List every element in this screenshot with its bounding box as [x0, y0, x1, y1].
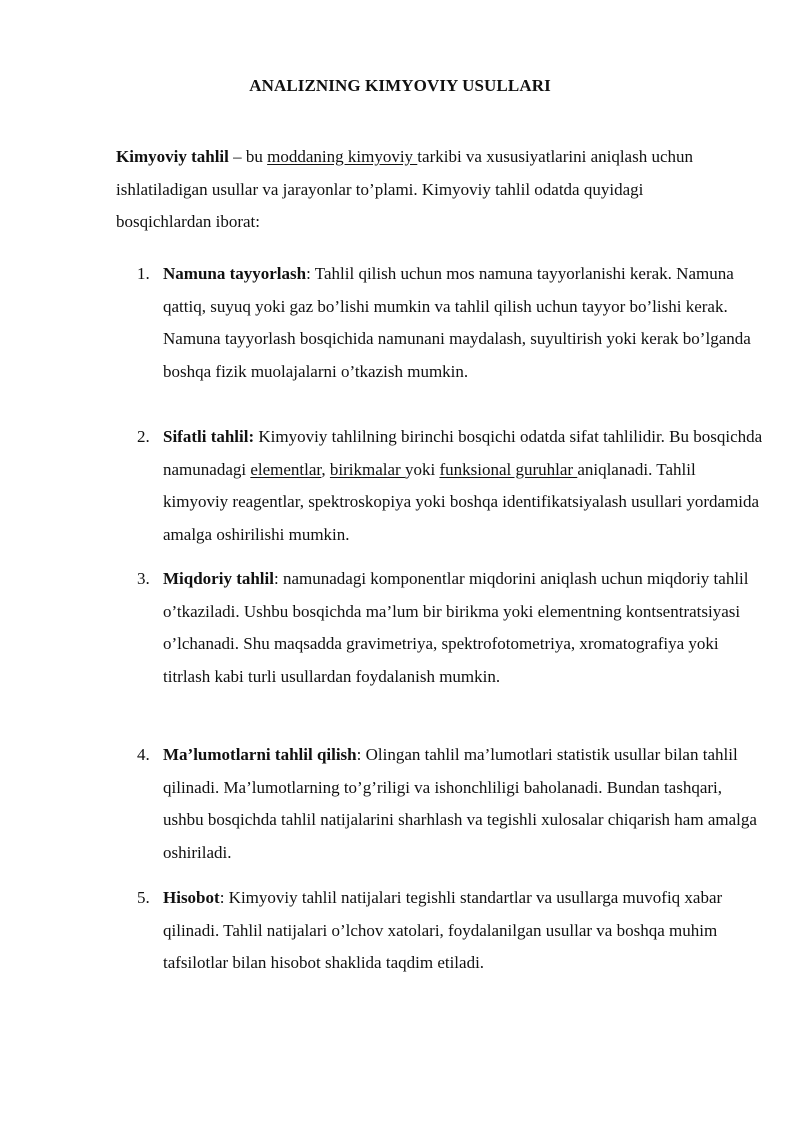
list-item-body — [163, 421, 763, 551]
link-elementlar[interactable]: elementlar — [250, 459, 322, 479]
intro-text: – bu — [228, 147, 268, 166]
list-item-heading: Miqdoriy tahlil — [163, 569, 274, 588]
list-item-heading: Ma’lumotlarni tahlil qilish — [163, 745, 357, 764]
intro-link-moddaning-kimyoviy[interactable]: moddaning kimyoviy — [267, 147, 418, 166]
intro-text: tarkibi va xususiyatlarini aniqlash uchun ishlatiladigan usullar va jarayonlar to’plami. Kimyoviy tahlil odatda quyidagi bosqichlardan iborat: — [116, 147, 694, 231]
list-item-body — [163, 563, 763, 693]
list-item-text: aniqlanadi. Tahlil kimyoviy reagentlar, spektroskopiya yoki boshqa identifikatsiyalash usullari yordamida amalga oshirilishi mumkin. — [163, 459, 760, 544]
link-birikmalar[interactable]: birikmalar — [329, 459, 405, 479]
list-item-number: 1. — [137, 264, 150, 283]
list-item-heading: Namuna tayyorlash — [163, 264, 307, 283]
intro-paragraph — [116, 141, 736, 239]
list-item-text: : Tahlil qilish uchun mos namuna tayyorlanishi kerak. Namuna qattiq, suyuq yoki gaz bo’lishi mumkin va tahlil qilish uchun tayyor bo’lishi kerak. Namuna tayyorlash bosqichida namunani maydalash, suyultirish yoki kerak bo’lganda boshqa fizik muolajalarni o’tkazish mumkin. — [163, 264, 751, 381]
list-item-number: 5. — [137, 888, 150, 907]
list-item-text: : Kimyoviy tahlil natijalari tegishli standartlar va usullarga muvofiq xabar qilinadi. Tahlil natijalari o’lchov xatolari, foydalanilgan usullar va boshqa muhim tafsilotlar bilan hisobot shaklida taqdim etiladi. — [163, 888, 723, 972]
list-item-heading: Sifatli tahlil: — [163, 427, 255, 446]
list-item-number: 3. — [137, 569, 150, 588]
list-item-body — [163, 882, 763, 980]
list-item-number: 4. — [137, 745, 150, 764]
list-item-text: Kimyoviy tahlilning birinchi bosqichi odatda sifat tahlilidir. Bu bosqichda namunadagi — [163, 427, 763, 479]
list-item-body — [163, 739, 763, 869]
link-funksional-guruhlar[interactable]: funksional guruhlar — [439, 459, 578, 479]
list-item-text: : Olingan tahlil ma’lumotlari statistik usullar bilan tahlil qilinadi. Ma’lumotlarning to’g’riligi va ishonchliligi baholanadi. Bundan tashqari, ushbu bosqichda tahlil natijalarini sharhlash va tegishli xulosalar chiqarish ham amalga oshiriladi. — [163, 745, 757, 862]
page-title: ANALIZNING KIMYOVIY USULLARI — [249, 76, 551, 95]
list-item-text: : namunadagi komponentlar miqdorini aniqlash uchun miqdoriy tahlil o’tkaziladi. Ushbu bosqichda ma’lum bir birikma yoki elementning kontsentratsiyasi o’lchanadi. Shu maqsadda gravimetriya, spektrofotometriya, xromatografiya yoki titrlash kabi turli usullardan foydalanish mumkin. — [163, 569, 749, 686]
list-item-text: , — [321, 459, 330, 479]
intro-term: Kimyoviy tahlil — [116, 147, 229, 166]
list-item-body — [163, 258, 763, 388]
list-item-text: yoki — [404, 459, 440, 479]
list-item-number: 2. — [137, 427, 150, 446]
list-item-heading: Hisobot — [163, 888, 220, 907]
